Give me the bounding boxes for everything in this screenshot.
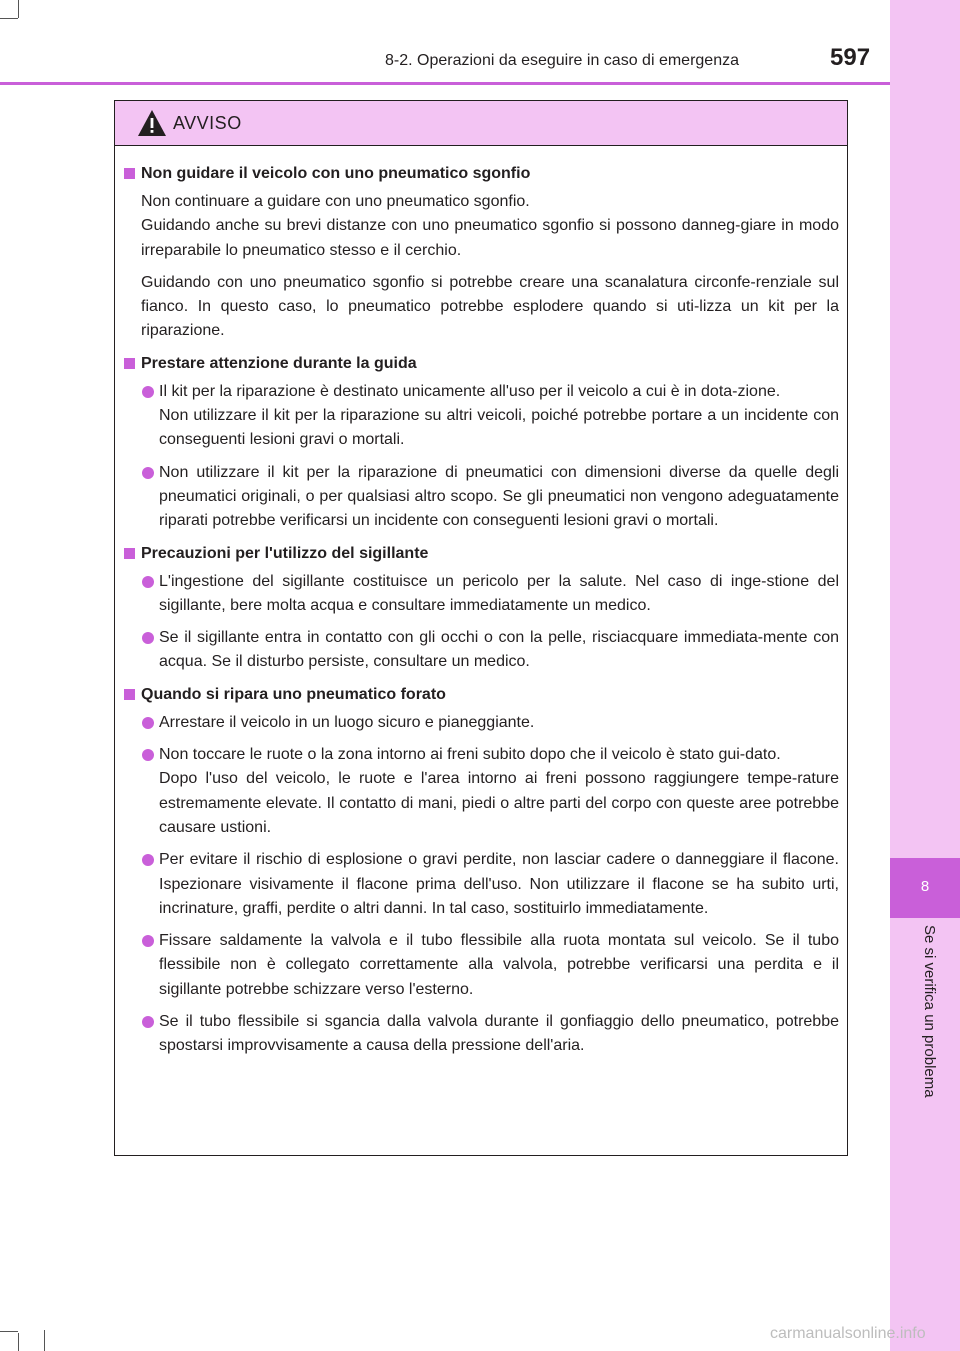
warning-triangle-icon [137,109,167,137]
list-item-text: Dopo l'uso del veicolo, le ruote e l'area intorno ai freni possono raggiungere tempe-rature estremamente elevate. Il contatto di mani, piedi o altre parti del corpo con queste aree potrebbe causare ustioni. [159,770,839,836]
list-item [123,380,839,453]
list-item [123,1010,839,1059]
list-item [123,848,839,921]
crop-mark [0,18,18,19]
footer-watermark: carmanualsonline.info [770,1325,926,1342]
list-item [123,461,839,534]
circle-bullet-icon [142,386,154,398]
crop-mark [18,1333,19,1351]
section-heading [123,683,839,707]
list-item [123,743,839,840]
chapter-label: Se si verifica un problema [921,925,938,1098]
warning-title: AVVISO [173,113,242,133]
circle-bullet-icon [142,467,154,479]
square-bullet-icon [124,689,135,700]
list-item [123,626,839,675]
circle-bullet-icon [142,854,154,866]
circle-bullet-icon [142,1016,154,1028]
list-item-text: Non utilizzare il kit per la riparazione su altri veicoli, poiché potrebbe portare a un incidente con conseguenti lesioni gravi o mortali. [159,407,839,449]
section-heading [123,352,839,376]
section-heading [123,162,839,186]
circle-bullet-icon [142,749,154,761]
heading-text: Quando si ripara uno pneumatico forato [141,685,446,703]
square-bullet-icon [124,358,135,369]
heading-text: Non guidare il veicolo con uno pneumatico sgonfio [141,165,531,182]
warning-header [115,101,847,146]
paragraph [123,190,839,263]
list-item-text: L'ingestione del sigillante costituisce un pericolo per la salute. Nel caso di inge-stione del sigillante, bere molta acqua e consultare immediatamente un medico. [159,572,839,614]
circle-bullet-icon [142,935,154,947]
paragraph-line: Guidando anche su brevi distanze con uno pneumatico sgonfio si possono danneg-giare in modo irreparabile lo pneumatico stesso e il cerchio. [141,217,839,259]
list-item-text: Per evitare il rischio di esplosione o gravi perdite, non lasciar cadere o danneggiare il flacone. Ispezionare visivamente il flacone prima dell'uso. Non utilizzare il flacone se ha subito urti, incrinature, graffi, perdite o altri danni. In tal caso, sostituirlo immediatamente. [159,851,839,917]
square-bullet-icon [124,548,135,559]
crop-mark [0,1331,18,1332]
list-item-text: Se il sigillante entra in contatto con gli occhi o con la pelle, risciacquare immediata-mente con acqua. Se il disturbo persiste, consultare un medico. [159,629,839,671]
section-heading [123,542,839,566]
list-item-text: Non toccare le ruote o la zona intorno ai freni subito dopo che il veicolo è stato gui-dato. [159,746,781,764]
warning-box [114,100,848,1156]
list-item [123,711,839,735]
list-item-text: Il kit per la riparazione è destinato unicamente all'uso per il veicolo a cui è in dota-zione. [159,382,781,400]
paragraph: Guidando con uno pneumatico sgonfio si potrebbe creare una scanalatura circonfe-renziale sul fianco. In questo caso, lo pneumatico potrebbe esplodere quando si uti-lizza un kit per la riparazione. [141,273,839,340]
chapter-number: 8 [920,878,930,895]
list-item [123,570,839,619]
circle-bullet-icon [142,576,154,588]
heading-text: Prestare attenzione durante la guida [141,354,417,372]
crop-mark [18,0,19,18]
circle-bullet-icon [142,717,154,729]
warning-body [115,146,847,1059]
heading-text: Precauzioni per l'utilizzo del sigillante [141,544,429,562]
list-item-text: Fissare saldamente la valvola e il tubo flessibile alla ruota montata sul veicolo. Se il tubo flessibile non è collegato correttamente alla valvola, potrebbe verificarsi una perdita e il sigillante potrebbe schizzare verso l'esterno. [159,932,839,998]
list-item-text: Non utilizzare il kit per la riparazione di pneumatici con dimensioni diverse da quelle degli pneumatici originali, o per qualsiasi altro scopo. Se gli pneumatici non vengono adeguatamente riparati potrebbe verificarsi un incidente con conseguenti lesioni gravi o mortali. [159,463,839,530]
list-item-text: Arrestare il veicolo in un luogo sicuro e pianeggiante. [159,713,535,731]
list-item [123,929,839,1002]
list-item-text: Se il tubo flessibile si sgancia dalla valvola durante il gonfiaggio dello pneumatico, potrebbe spostarsi improvvisamente a causa della pressione dell'aria. [159,1013,839,1055]
section-title: 8-2. Operazioni da eseguire in caso di emergenza [385,52,739,69]
page-number: 597 [830,44,871,71]
circle-bullet-icon [142,632,154,644]
paragraph-line: Non continuare a guidare con uno pneumatico sgonfio. [141,193,530,210]
crop-mark [44,1330,45,1351]
header-rule [0,82,890,85]
square-bullet-icon [124,168,135,179]
